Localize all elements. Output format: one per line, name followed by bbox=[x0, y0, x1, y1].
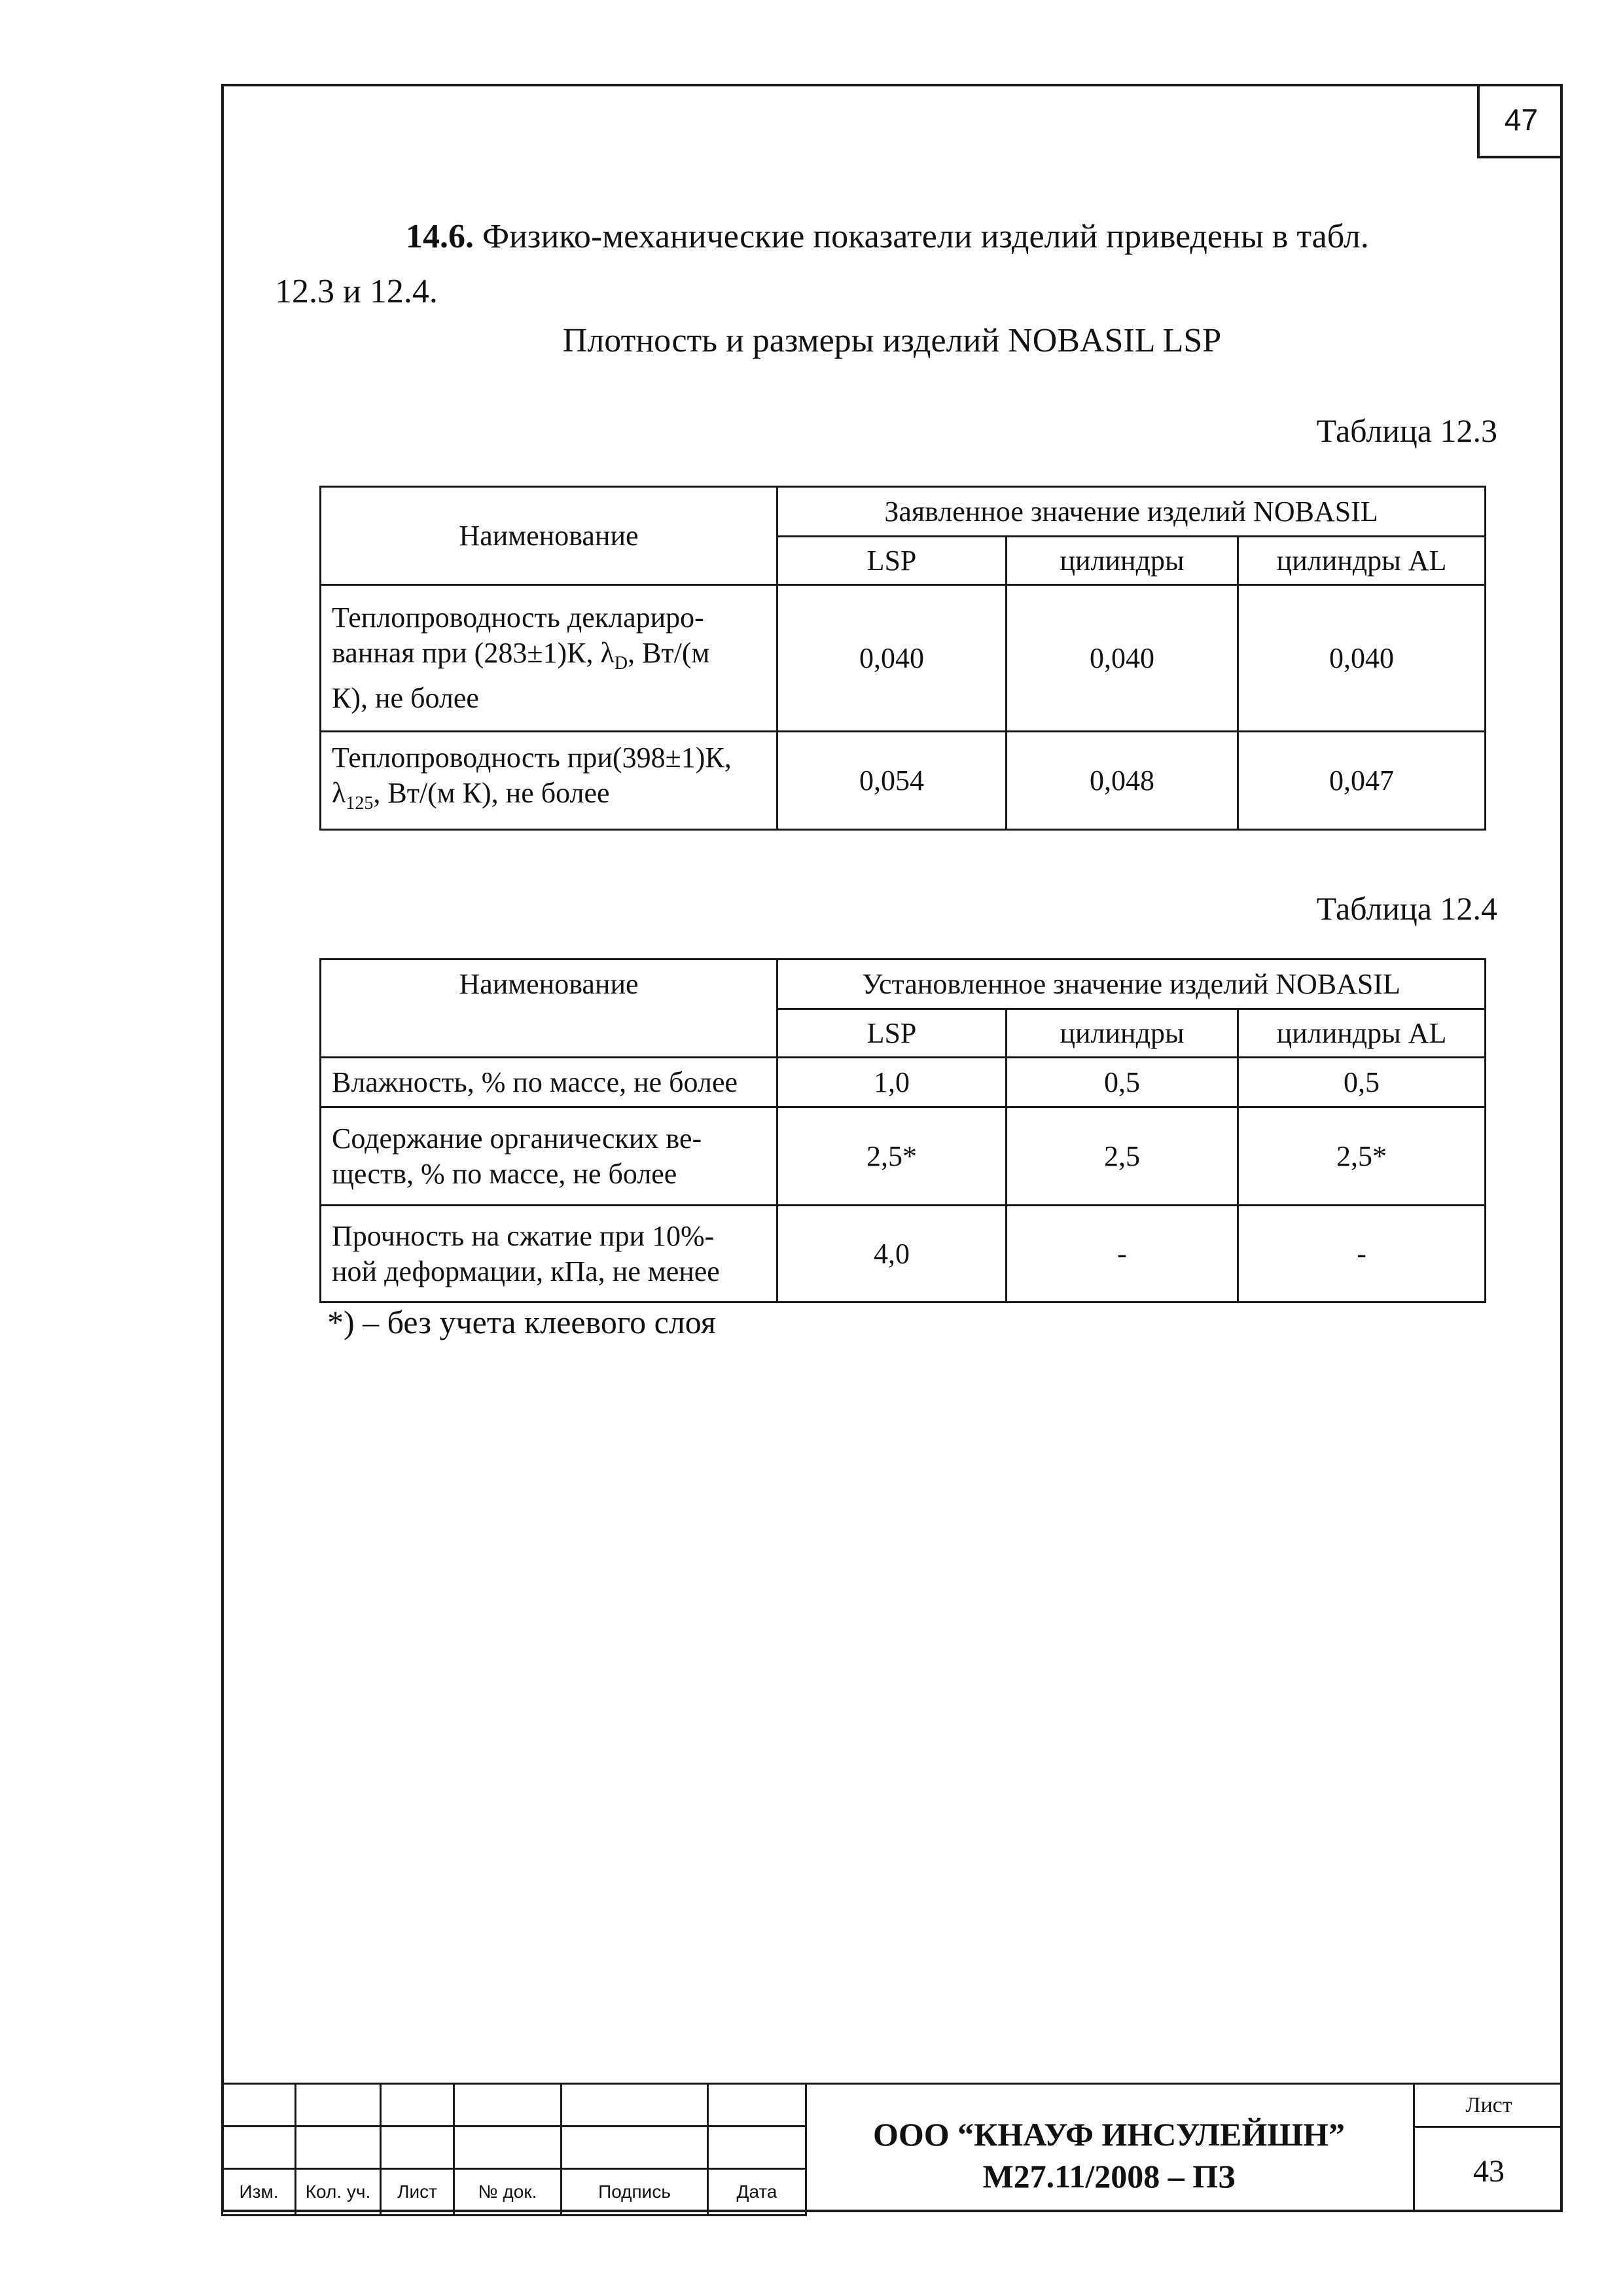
table1-row2-subscript: 125 bbox=[346, 793, 374, 814]
rev-cell bbox=[296, 2084, 381, 2126]
table2-header-group: Установленное значение изделий NOBASIL bbox=[777, 960, 1486, 1009]
table1-row1-name-line2: ванная при (283±1)К, λ bbox=[332, 636, 615, 669]
rev-cell bbox=[296, 2126, 381, 2169]
rev-cell bbox=[381, 2084, 454, 2126]
table1-row2-lsp: 0,054 bbox=[777, 732, 1007, 830]
stamp-label-qty: Кол. уч. bbox=[296, 2169, 381, 2215]
section-line-1-text bbox=[406, 209, 1369, 264]
table1-row1-lsp: 0,040 bbox=[777, 585, 1007, 732]
revision-grid bbox=[221, 2083, 807, 2216]
table2-row2-name-line2: ществ, % по массе, не более bbox=[332, 1157, 677, 1190]
stamp-label-date: Дата bbox=[708, 2169, 806, 2215]
table2-row2-cylinders-al: 2,5* bbox=[1238, 1107, 1486, 1206]
table2-label: Таблица 12.4 bbox=[1316, 890, 1497, 927]
table2-row2-name-line1: Содержание органических ве- bbox=[332, 1122, 702, 1155]
sheet-number: 43 bbox=[1473, 2153, 1505, 2189]
table1-row2-cylinders-al: 0,047 bbox=[1238, 732, 1486, 830]
table1-row2-name bbox=[321, 732, 777, 830]
company-name: ООО “КНАУФ ИНСУЛЕЙШН” bbox=[872, 2115, 1346, 2153]
table1-row2-cylinders: 0,048 bbox=[1007, 732, 1238, 830]
table2-row1-lsp: 1,0 bbox=[777, 1058, 1007, 1107]
table2-col-cylinders-al: цилиндры AL bbox=[1238, 1009, 1486, 1058]
title-block bbox=[221, 2083, 1563, 2212]
stamp-sheet-box bbox=[1415, 2083, 1563, 2212]
stamp-label-change: Изм. bbox=[223, 2169, 296, 2215]
stamp-label-signature: Подпись bbox=[562, 2169, 708, 2215]
section-text-2: 12.3 и 12.4. bbox=[275, 273, 438, 310]
rev-cell bbox=[708, 2126, 806, 2169]
table2-col-cylinders: цилиндры bbox=[1007, 1009, 1238, 1058]
table2-row2-name bbox=[321, 1107, 777, 1206]
table2-footnote: *) – без учета клеевого слоя bbox=[327, 1304, 716, 1340]
table2-row3-cylinders: - bbox=[1007, 1206, 1238, 1302]
table2-row1-cylinders-al: 0,5 bbox=[1238, 1058, 1486, 1107]
table2-header-name: Наименование bbox=[321, 960, 777, 1058]
sheet-label: Лист bbox=[1415, 2085, 1563, 2128]
table2 bbox=[319, 958, 1486, 1303]
table1-row2-lambda: λ bbox=[332, 776, 346, 809]
table1-row1-cylinders-al: 0,040 bbox=[1238, 585, 1486, 732]
rev-cell bbox=[454, 2126, 562, 2169]
table1-col-cylinders: цилиндры bbox=[1007, 537, 1238, 585]
table2-row3-name bbox=[321, 1206, 777, 1302]
table2-row3-name-line1: Прочность на сжатие при 10%- bbox=[332, 1219, 715, 1252]
table2-row3-lsp: 4,0 bbox=[777, 1206, 1007, 1302]
table1-col-lsp: LSP bbox=[777, 537, 1007, 585]
rev-cell bbox=[562, 2084, 708, 2126]
rev-cell bbox=[223, 2126, 296, 2169]
table2-row3-name-line2: ной деформации, кПа, не менее bbox=[332, 1255, 720, 1287]
table1-row2-name-line1: Теплопроводность при(398±1)К, bbox=[332, 741, 732, 774]
table1-row1-name-line2-end: , Вт/(м bbox=[628, 636, 710, 669]
section-number: 14.6. bbox=[406, 218, 474, 255]
rev-cell bbox=[562, 2126, 708, 2169]
table1-row1-cylinders: 0,040 bbox=[1007, 585, 1238, 732]
table1-header-name: Наименование bbox=[321, 487, 777, 585]
table1-header-group: Заявленное значение изделий NOBASIL bbox=[777, 487, 1486, 537]
table-caption-title: Плотность и размеры изделий NOBASIL LSP bbox=[562, 322, 1222, 359]
table1-row2-name-line2: , Вт/(м К), не более bbox=[373, 776, 610, 809]
document-code: М27.11/2008 – ПЗ bbox=[982, 2157, 1236, 2195]
table1-label: Таблица 12.3 bbox=[1316, 412, 1497, 449]
rev-cell bbox=[381, 2126, 454, 2169]
table2-row2-cylinders: 2,5 bbox=[1007, 1107, 1238, 1206]
section-text-1: Физико-механические показатели изделий приведены в табл. bbox=[482, 218, 1369, 255]
table1-row1-name-line3: К), не более bbox=[332, 682, 479, 715]
rev-cell bbox=[454, 2084, 562, 2126]
table2-row1-cylinders: 0,5 bbox=[1007, 1058, 1238, 1107]
table1 bbox=[319, 486, 1486, 831]
stamp-center bbox=[805, 2083, 1415, 2212]
table1-row1-subscript: D bbox=[614, 653, 628, 673]
page-number: 47 bbox=[1477, 84, 1563, 158]
section-paragraph bbox=[275, 209, 1518, 319]
table2-row1-name: Влажность, % по массе, не более bbox=[321, 1058, 777, 1107]
rev-cell bbox=[223, 2084, 296, 2126]
table1-row1-name-line1: Теплопроводность деклариро- bbox=[332, 601, 704, 634]
stamp-label-doc: № док. bbox=[454, 2169, 562, 2215]
rev-cell bbox=[708, 2084, 806, 2126]
section-line-1 bbox=[275, 209, 1518, 264]
stamp-label-sheet: Лист bbox=[381, 2169, 454, 2215]
table2-row3-cylinders-al: - bbox=[1238, 1206, 1486, 1302]
table2-col-lsp: LSP bbox=[777, 1009, 1007, 1058]
table2-row2-lsp: 2,5* bbox=[777, 1107, 1007, 1206]
table1-col-cylinders-al: цилиндры AL bbox=[1238, 537, 1486, 585]
table1-row1-name bbox=[321, 585, 777, 732]
